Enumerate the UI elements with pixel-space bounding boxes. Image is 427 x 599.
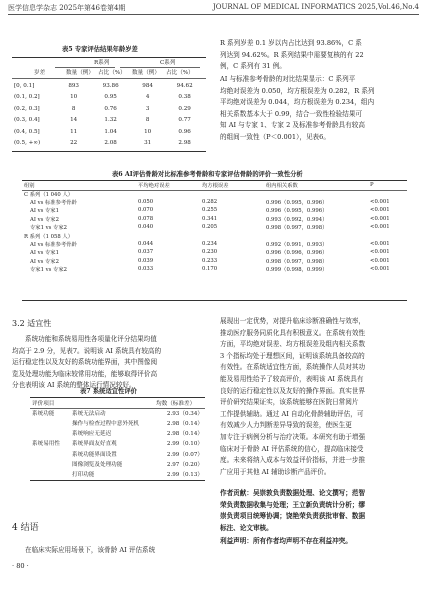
table-cell: 0.233 bbox=[202, 257, 218, 264]
table6-col-p: P bbox=[370, 182, 374, 189]
table-row bbox=[30, 438, 205, 448]
text-line: 均高于 2.9 分，见表7。说明该 AI 系统具有较高的 bbox=[12, 346, 162, 355]
table-cell: 0.96 bbox=[178, 128, 191, 135]
table-cell: 1.04 bbox=[104, 128, 117, 135]
table-row bbox=[22, 248, 407, 256]
table-cell: 系统界面友好直观 bbox=[72, 441, 117, 448]
table-row bbox=[12, 138, 206, 150]
text-line: 平均绝对误差为 0.044，均方根误差为 0.234，组内 bbox=[220, 98, 375, 107]
table6-col-mae: 平均绝对误差 bbox=[138, 183, 170, 190]
table-cell: 0.992（0.991，0.993） bbox=[266, 241, 328, 248]
table5-col-age: 岁差 bbox=[34, 70, 46, 76]
text-line: 分也表明该 AI 系统的整体运行情况较好。 bbox=[12, 381, 136, 390]
table-cell: 0.341 bbox=[202, 215, 218, 222]
table-cell: AI vs 标准参考骨龄 bbox=[30, 199, 77, 206]
table7-col-mean: 均数（标准差） bbox=[156, 401, 196, 408]
text-line: 3 个指标均处于理想区间，证明该系统具备较高的 bbox=[220, 351, 365, 360]
table-cell: [0, 0.1] bbox=[14, 82, 35, 89]
table-cell: 984 bbox=[142, 82, 153, 89]
table-cell: 0.205 bbox=[202, 224, 218, 231]
table-cell: 3 bbox=[145, 105, 150, 112]
table-cell bbox=[30, 469, 70, 479]
section-3-2-body bbox=[12, 334, 210, 392]
table-cell: 0.078 bbox=[138, 215, 154, 222]
table-cell: 系统功能 bbox=[32, 411, 55, 418]
table-cell: <0.001 bbox=[370, 215, 390, 222]
table-cell: 2.08 bbox=[104, 140, 117, 147]
table-cell: 94.62 bbox=[176, 82, 193, 89]
table-cell: 系统功能界面设置 bbox=[72, 451, 117, 458]
table-cell: (0.2, 0.3] bbox=[14, 105, 40, 112]
table6-col-icc: 组内相关系数 bbox=[266, 183, 298, 190]
text-line: 作者贡献：吴崇敦负责数据处理、论文撰写；范智 bbox=[220, 489, 366, 497]
table-group-title: C 系列（1 040 人） bbox=[24, 191, 74, 198]
text-line: R 系列岁差 0.1 岁以内占比达到 93.86%，C 系 bbox=[220, 39, 362, 47]
table-cell: 0.282 bbox=[202, 198, 218, 205]
table-cell: 0.039 bbox=[138, 257, 154, 264]
text-line: 相关系数基本大于 0.99，结合一致性检验结果可 bbox=[220, 109, 363, 118]
text-line: 工作提供辅助。通过 AI 自动化骨龄辅助评估，可 bbox=[220, 409, 364, 418]
table-cell: <0.001 bbox=[370, 207, 390, 214]
table-cell bbox=[30, 428, 70, 438]
table-row bbox=[12, 92, 206, 104]
table-row bbox=[30, 448, 205, 458]
table6-header-rule bbox=[22, 190, 407, 191]
table5-col-c-count: 数量（例） bbox=[132, 70, 160, 76]
table-cell: 2.98（0.14） bbox=[166, 421, 203, 428]
table5-col-c: C系列 bbox=[160, 60, 176, 66]
text-line: 览及处理功能为临床较常用功能，能够取得评价高 bbox=[12, 369, 158, 378]
table-cell: (0.5, +∞) bbox=[14, 140, 41, 147]
text-line: 评价研究结果证实，该系统能够在医院日常阅片 bbox=[220, 398, 359, 407]
table-cell: <0.001 bbox=[370, 249, 390, 256]
table-cell bbox=[30, 448, 70, 458]
table-cell: <0.001 bbox=[370, 198, 390, 205]
table-cell: AI vs 专家2 bbox=[30, 216, 59, 223]
table5-r-group-rule bbox=[55, 67, 115, 68]
text-line: 系统功能和系统易用性各项量化评分结果均值 bbox=[25, 335, 157, 343]
table-row bbox=[12, 115, 206, 127]
text-line: 崇负责项目统筹协调；饶艳荣负责获批审督、数据 bbox=[220, 512, 366, 521]
table-cell: <0.001 bbox=[370, 224, 390, 231]
table7-header-row bbox=[30, 398, 205, 408]
table5-header-rule bbox=[12, 78, 206, 79]
table5-caption: 表5 专家评估结果年龄岁差 bbox=[62, 46, 138, 53]
table-cell: 0.255 bbox=[202, 207, 218, 214]
table5-col-r: R系列 bbox=[94, 60, 110, 66]
text-line: AI 与标准参考骨龄的对比结果显示：C 系列平 bbox=[220, 75, 356, 83]
table-cell: 系统无法启动 bbox=[72, 411, 106, 418]
table-cell: 0.234 bbox=[202, 240, 218, 247]
table-row bbox=[22, 265, 407, 273]
table-cell: 0.170 bbox=[202, 266, 218, 273]
table-row bbox=[30, 469, 205, 479]
table5-c-group-rule bbox=[120, 67, 200, 68]
table6-col-group: 组别 bbox=[24, 183, 35, 190]
text-line: 推动医疗服务同质化具有积极意义。在系统有效性 bbox=[220, 328, 366, 337]
text-line: 能及易用性给予了较高评价，表明该 AI 系统具有 bbox=[220, 374, 364, 383]
table5-col-c-pct: 占比（%） bbox=[166, 70, 194, 76]
table-cell: 2.98（0.14） bbox=[166, 431, 203, 438]
table-cell: 1.32 bbox=[104, 117, 117, 124]
table-cell: 0.38 bbox=[178, 94, 191, 101]
table-cell: AI vs 专家1 bbox=[30, 250, 59, 257]
text-line: 广应用于其他 AI 辅助诊断产品评价。 bbox=[220, 467, 331, 476]
table6-col-rmse: 均方根误差 bbox=[202, 183, 229, 190]
table-cell: 图像浏览及处理功能 bbox=[72, 461, 123, 468]
table-cell: AI vs 专家1 bbox=[30, 208, 59, 215]
text-line: 运行稳定性以及友好的系统功能界面，其中图像阅 bbox=[12, 358, 158, 367]
table7-col-item: 评价项目 bbox=[32, 401, 55, 408]
text-line: 知 AI 与专家 1、专家 2 及标准参考骨龄具有较高 bbox=[220, 121, 365, 130]
table-cell: (0.3, 0.4] bbox=[14, 117, 40, 124]
table-cell: <0.001 bbox=[370, 240, 390, 247]
text-line: 在临床实际应用场景下，该骨龄 AI 评估系统 bbox=[25, 546, 156, 554]
text-line: 的组间一致性（P＜0.001），见表6。 bbox=[220, 132, 330, 141]
text-line: 度。未来将纳入成本与效益评价指标，并进一步推 bbox=[220, 456, 366, 465]
text-line: 良好的运行稳定性以及友好的操作界面。真实世界 bbox=[220, 386, 366, 395]
page-number: · 80 · bbox=[12, 562, 29, 570]
table-cell: <0.001 bbox=[370, 257, 390, 264]
table-row bbox=[22, 240, 407, 248]
table-row bbox=[22, 206, 407, 214]
table7-caption: 表7 系统适宜性评价 bbox=[80, 388, 137, 395]
text-line: 临床对于骨龄 AI 评估系统的信心，提高临床接受 bbox=[220, 444, 364, 453]
table-cell: 0.996（0.996，0.996） bbox=[266, 250, 328, 257]
header-rule bbox=[8, 14, 419, 15]
text-line: 方面，平均绝对误差、均方根误差及组内相关系数 bbox=[220, 340, 366, 349]
table5 bbox=[12, 80, 206, 149]
table-cell: 0.95 bbox=[104, 94, 117, 101]
table-cell bbox=[30, 459, 70, 469]
journal-header-right: JOURNAL OF MEDICAL INFORMATICS 2025,Vol.46,No.4 bbox=[212, 3, 419, 11]
table-cell: <0.001 bbox=[370, 266, 390, 273]
table-row bbox=[22, 257, 407, 265]
table-row bbox=[30, 408, 205, 418]
table-cell: 10 bbox=[144, 128, 152, 135]
table-group-title: R 系列（1 058 人） bbox=[24, 233, 74, 240]
table-cell: 操作与检查过程中意外死机 bbox=[72, 421, 140, 428]
table-row bbox=[12, 80, 206, 92]
table-cell: 0.999（0.998，0.999） bbox=[266, 267, 328, 274]
table-row bbox=[12, 126, 206, 138]
section-4-body bbox=[25, 545, 210, 557]
author-contributions bbox=[220, 488, 418, 548]
table-cell: 10 bbox=[70, 94, 78, 101]
table-cell: (0.4, 0.5] bbox=[14, 128, 40, 135]
table-cell: 893 bbox=[68, 82, 79, 89]
table6-caption: 表6 AI评估骨龄对比标准参考骨龄和专家评估骨龄的评价一致性分析 bbox=[112, 171, 303, 178]
table-cell: 2.98 bbox=[178, 140, 191, 147]
table-cell: 22 bbox=[70, 140, 78, 147]
table-cell: 0.044 bbox=[138, 240, 154, 247]
table-cell: AI vs 标准参考骨龄 bbox=[30, 241, 77, 248]
table-cell: 0.29 bbox=[178, 105, 191, 112]
table-row bbox=[22, 223, 407, 231]
table6-bottom-rule bbox=[22, 300, 407, 301]
table5-col-r-count: 数量（例） bbox=[66, 70, 94, 76]
table-cell: 专家1 vs 专家2 bbox=[30, 267, 68, 274]
table-cell: 2.99（0.07） bbox=[166, 451, 203, 458]
right-paragraph-3 bbox=[220, 316, 418, 478]
text-line: 有效性。在系统适宜性方面，系统操作人员对其功 bbox=[220, 363, 366, 372]
table-cell: 4 bbox=[145, 94, 150, 101]
table-cell: 打印功能 bbox=[72, 471, 95, 478]
table-cell: 0.040 bbox=[138, 224, 154, 231]
table-group-row bbox=[22, 231, 407, 239]
text-line: 例，C 系列有 31 例。 bbox=[220, 62, 286, 71]
table-cell: 8 bbox=[71, 105, 76, 112]
table7 bbox=[30, 398, 205, 479]
table-cell: 0.76 bbox=[104, 105, 117, 112]
right-paragraph-2 bbox=[220, 74, 418, 144]
text-line: 展现出一定优势，对提升临床诊断准确性与效率， bbox=[220, 317, 366, 325]
table-cell: 0.050 bbox=[138, 198, 154, 205]
journal-header-left: 医学信息学杂志 2025年第46卷第4期 bbox=[8, 4, 126, 12]
table-cell: 系统易用性 bbox=[32, 441, 60, 448]
table-row bbox=[30, 428, 205, 438]
section-3-2-title: 3.2 适宜性 bbox=[12, 319, 52, 328]
text-line: 荣负责数据收集与处理；王立新负责统计分析；缪 bbox=[220, 500, 366, 509]
table-cell bbox=[30, 418, 70, 428]
table-cell: 专家1 vs 专家2 bbox=[30, 225, 68, 232]
table-cell: 0.230 bbox=[202, 249, 218, 256]
table6 bbox=[22, 181, 407, 273]
table5-bottom-rule bbox=[12, 151, 206, 152]
text-line: 均绝对误差为 0.050，均方根误差为 0.282，R 系列 bbox=[220, 86, 375, 95]
table-row bbox=[12, 103, 206, 115]
table-cell: 11 bbox=[70, 128, 78, 135]
table-row bbox=[30, 418, 205, 428]
text-line: 列达到 94.62%。R 系列结果中需要复核的有 22 bbox=[220, 50, 364, 59]
table-row bbox=[22, 215, 407, 223]
table7-col-sub bbox=[70, 398, 154, 408]
right-paragraph-1 bbox=[220, 38, 418, 73]
table-cell: 31 bbox=[144, 140, 152, 147]
table-cell: 0.77 bbox=[178, 117, 191, 124]
table5-col-r-pct: 占比（%） bbox=[98, 70, 126, 76]
table-cell: 93.86 bbox=[102, 82, 119, 89]
table-cell: 2.97（0.20） bbox=[166, 461, 203, 468]
text-line: 标注、论文审核。 bbox=[220, 523, 273, 532]
table-cell: 2.99（0.10） bbox=[166, 441, 203, 448]
table-cell: 0.996（0.995，0.996） bbox=[266, 208, 328, 215]
table-cell: 0.033 bbox=[138, 266, 154, 273]
table7-bottom-rule bbox=[30, 480, 205, 481]
table-cell: 系统响应无延迟 bbox=[72, 431, 112, 438]
table-row bbox=[30, 459, 205, 469]
table-cell: 0.998（0.997，0.998） bbox=[266, 225, 328, 232]
table-cell: 0.037 bbox=[138, 249, 154, 256]
table7-header-rule bbox=[30, 408, 205, 409]
table-cell: 8 bbox=[145, 117, 150, 124]
table6-header-row bbox=[22, 181, 407, 189]
section-4-title: 4 结语 bbox=[12, 523, 39, 533]
text-line: 有效减少人力判断差异导致的误差，使医生更 bbox=[220, 421, 352, 430]
table-row bbox=[22, 198, 407, 206]
table-cell: 0.998（0.997，0.998） bbox=[266, 258, 328, 265]
table-cell: 0.070 bbox=[138, 207, 154, 214]
table-cell: (0.1, 0.2] bbox=[14, 94, 40, 101]
table-cell: 0.993（0.992，0.994） bbox=[266, 216, 328, 223]
conflict-statement: 利益声明：所有作者均声明不存在利益冲突。 bbox=[220, 537, 352, 546]
table-cell: 14 bbox=[70, 117, 78, 124]
table-cell: AI vs 专家2 bbox=[30, 258, 59, 265]
text-line: 加专注于病例分析与治疗决策。本研究有助于增强 bbox=[220, 432, 366, 441]
table-cell: 0.996（0.995，0.996） bbox=[266, 199, 328, 206]
table-cell: 2.93（0.34） bbox=[166, 411, 203, 418]
table-cell: 2.99（0.13） bbox=[166, 471, 203, 478]
